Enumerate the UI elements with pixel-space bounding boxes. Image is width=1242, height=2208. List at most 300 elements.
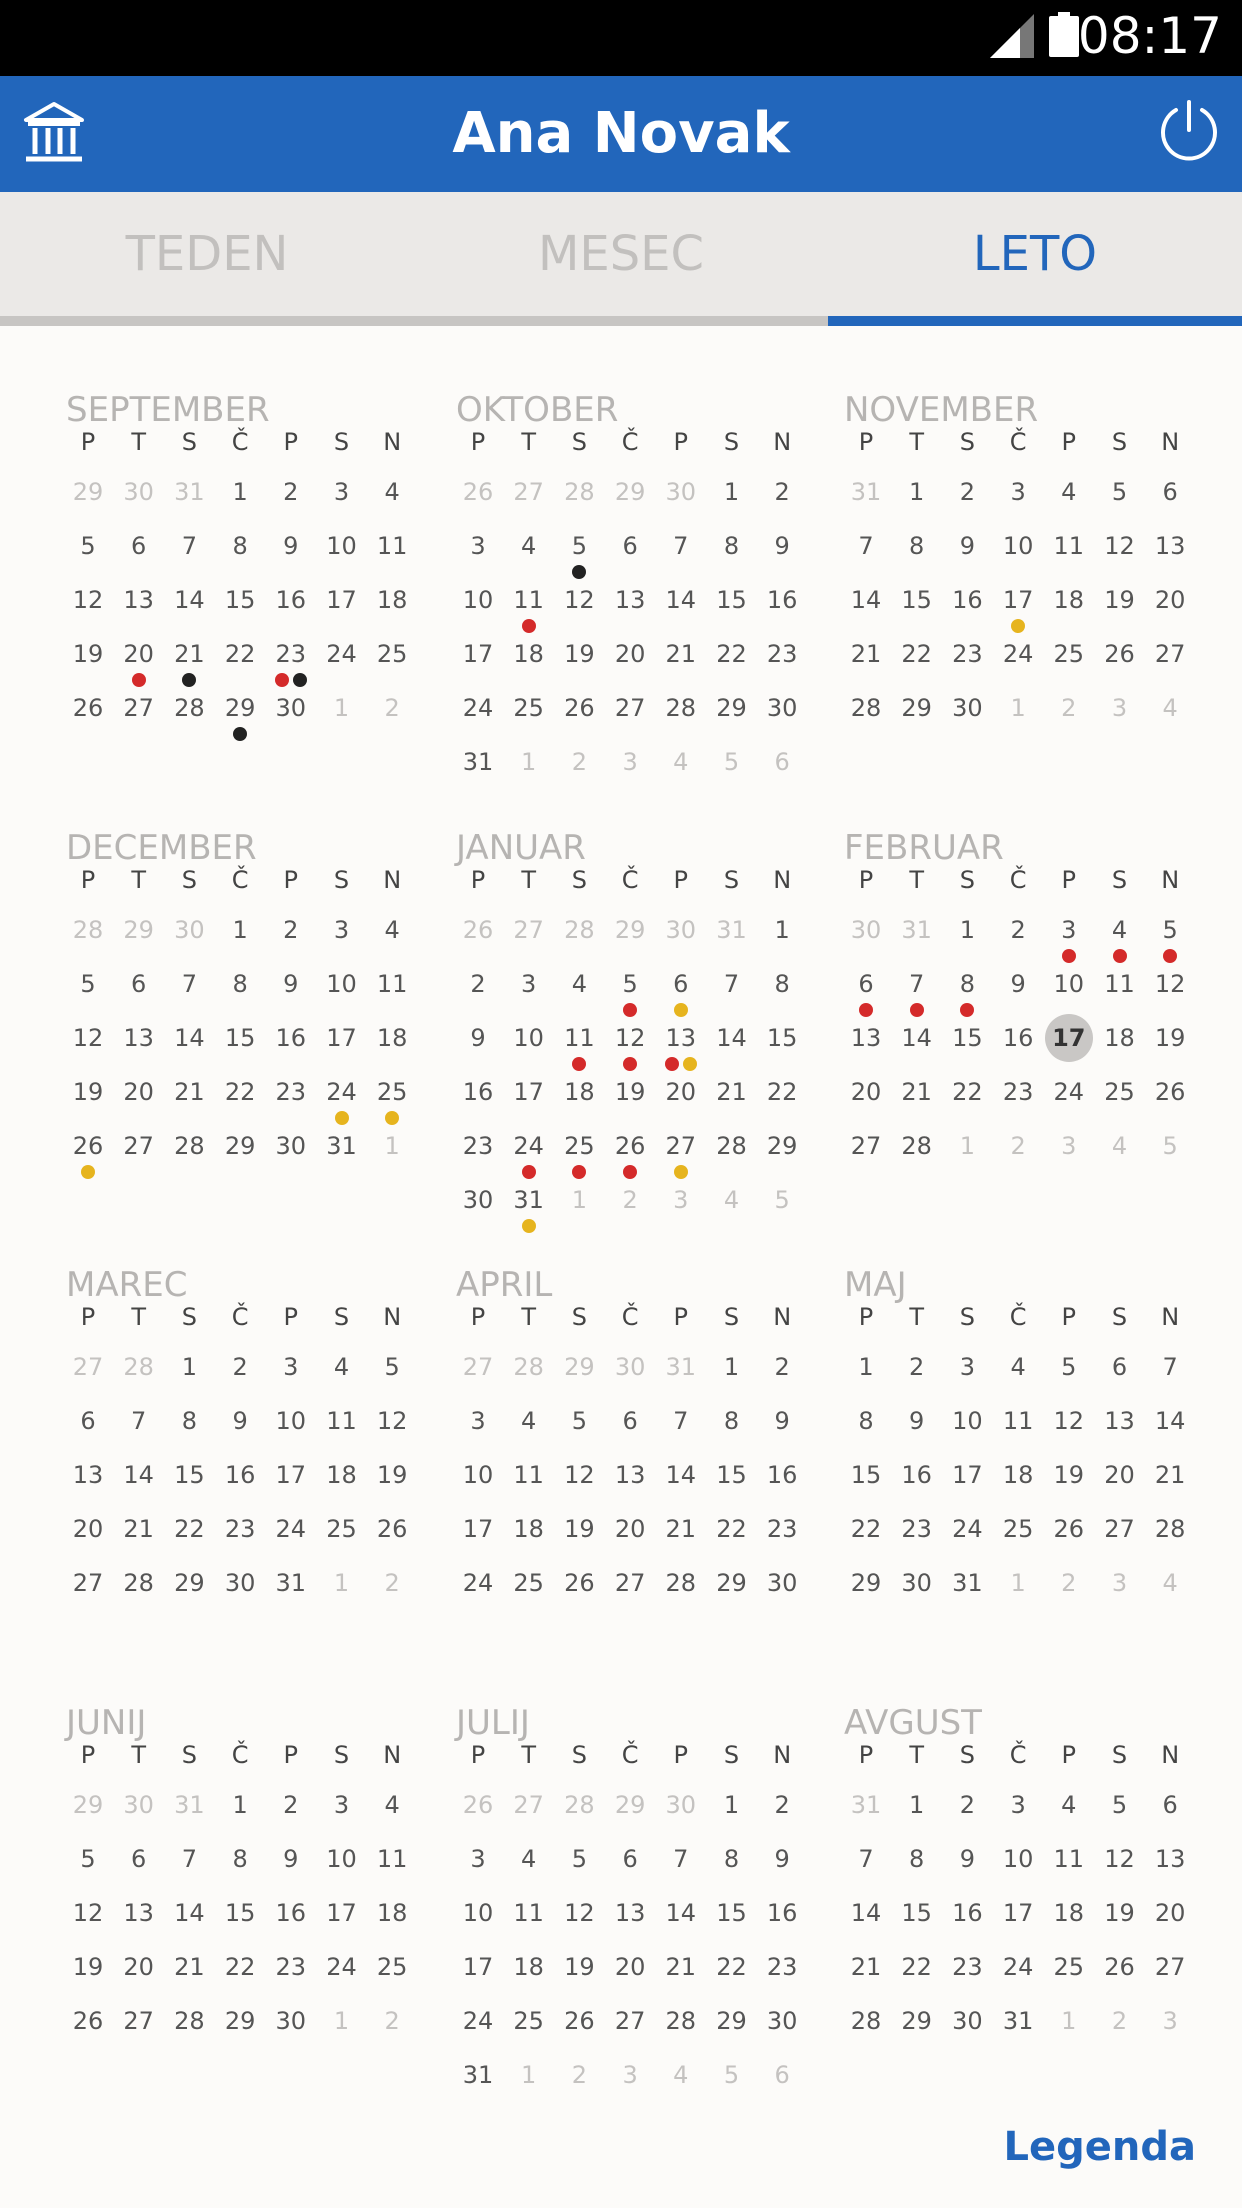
day-cell[interactable]: 12 bbox=[72, 586, 104, 614]
day-cell[interactable]: 7 bbox=[1162, 1353, 1178, 1381]
day-cell[interactable]: 23 bbox=[766, 1953, 798, 1981]
day-cell[interactable]: 26 bbox=[614, 1132, 646, 1160]
day-cell[interactable]: 10 bbox=[1002, 1845, 1034, 1873]
day-cell[interactable]: 21 bbox=[850, 640, 882, 668]
day-cell[interactable]: 29 bbox=[224, 2007, 256, 2035]
day-cell[interactable]: 24 bbox=[462, 2007, 494, 2035]
day-cell[interactable]: 26 bbox=[72, 1132, 104, 1160]
day-cell[interactable]: 13 bbox=[1104, 1407, 1135, 1435]
day-cell[interactable]: 12 bbox=[1104, 1845, 1135, 1873]
day-cell[interactable]: 2 bbox=[1010, 916, 1026, 944]
day-cell[interactable]: 25 bbox=[376, 640, 408, 668]
day-cell[interactable]: 27 bbox=[614, 2007, 646, 2035]
day-cell[interactable]: 5 bbox=[1111, 1791, 1128, 1819]
day-cell[interactable]: 6 bbox=[622, 532, 638, 560]
day-cell[interactable]: 20 bbox=[72, 1515, 104, 1543]
day-cell[interactable]: 8 bbox=[774, 970, 790, 998]
day-cell[interactable]: 17 bbox=[1002, 586, 1034, 614]
day-cell[interactable]: 4 bbox=[571, 970, 588, 998]
day-cell[interactable]: 12 bbox=[72, 1899, 104, 1927]
day-cell[interactable]: 6 bbox=[622, 1407, 638, 1435]
day-cell[interactable]: 27 bbox=[665, 1132, 697, 1160]
day-cell[interactable]: 2 bbox=[774, 1353, 790, 1381]
day-cell[interactable]: 10 bbox=[462, 1899, 494, 1927]
day-cell[interactable]: 13 bbox=[614, 1899, 646, 1927]
day-cell[interactable]: 29 bbox=[716, 694, 747, 722]
day-cell[interactable]: 20 bbox=[614, 1953, 646, 1981]
day-cell[interactable]: 7 bbox=[181, 1845, 198, 1873]
day-cell[interactable]: 19 bbox=[1104, 586, 1135, 614]
day-cell[interactable]: 18 bbox=[513, 1515, 544, 1543]
day-cell[interactable]: 25 bbox=[326, 1515, 357, 1543]
day-cell[interactable]: 1 bbox=[723, 1791, 740, 1819]
day-cell[interactable]: 27 bbox=[614, 1569, 646, 1597]
day-cell[interactable]: 27 bbox=[614, 694, 646, 722]
day-cell[interactable]: 1 bbox=[723, 1353, 740, 1381]
day-cell[interactable]: 26 bbox=[376, 1515, 408, 1543]
day-cell[interactable]: 2 bbox=[283, 916, 299, 944]
day-cell[interactable]: 26 bbox=[72, 2007, 104, 2035]
day-cell[interactable]: 9 bbox=[283, 970, 299, 998]
day-cell[interactable]: 3 bbox=[959, 1353, 976, 1381]
day-cell[interactable]: 3 bbox=[470, 532, 486, 560]
day-cell[interactable]: 3 bbox=[333, 916, 350, 944]
day-cell[interactable]: 19 bbox=[72, 640, 104, 668]
day-cell[interactable]: 28 bbox=[665, 1569, 697, 1597]
day-cell[interactable]: 16 bbox=[901, 1461, 932, 1489]
day-cell[interactable]: 27 bbox=[123, 694, 154, 722]
day-cell[interactable]: 12 bbox=[614, 1024, 646, 1052]
day-cell[interactable]: 20 bbox=[1154, 1899, 1186, 1927]
day-cell[interactable]: 29 bbox=[224, 1132, 256, 1160]
day-cell[interactable]: 8 bbox=[232, 532, 248, 560]
day-cell[interactable]: 26 bbox=[1104, 1953, 1135, 1981]
day-cell[interactable]: 11 bbox=[376, 1845, 408, 1873]
day-cell[interactable]: 15 bbox=[952, 1024, 983, 1052]
day-cell[interactable]: 31 bbox=[462, 2061, 494, 2089]
day-cell[interactable]: 19 bbox=[564, 1953, 595, 1981]
day-cell[interactable]: 13 bbox=[123, 586, 154, 614]
day-cell[interactable]: 6 bbox=[858, 970, 874, 998]
day-cell[interactable]: 1 bbox=[909, 1791, 925, 1819]
day-cell[interactable]: 27 bbox=[1154, 640, 1186, 668]
day-cell[interactable]: 24 bbox=[513, 1132, 544, 1160]
day-cell[interactable]: 11 bbox=[1053, 532, 1085, 560]
day-cell[interactable]: 28 bbox=[850, 2007, 882, 2035]
day-cell[interactable]: 10 bbox=[1053, 970, 1085, 998]
day-cell[interactable]: 9 bbox=[959, 1845, 976, 1873]
day-cell[interactable]: 25 bbox=[376, 1078, 408, 1106]
day-cell[interactable]: 12 bbox=[72, 1024, 104, 1052]
day-cell[interactable]: 31 bbox=[952, 1569, 983, 1597]
day-cell[interactable]: 21 bbox=[716, 1078, 747, 1106]
day-cell[interactable]: 11 bbox=[326, 1407, 357, 1435]
day-cell[interactable]: 17 bbox=[462, 640, 494, 668]
day-cell[interactable]: 18 bbox=[326, 1461, 357, 1489]
day-cell[interactable]: 15 bbox=[716, 1899, 747, 1927]
day-cell[interactable]: 17 bbox=[1002, 1899, 1034, 1927]
day-cell[interactable]: 30 bbox=[766, 1569, 798, 1597]
day-cell[interactable]: 3 bbox=[470, 1845, 486, 1873]
day-cell[interactable]: 24 bbox=[275, 1515, 307, 1543]
day-cell[interactable]: 30 bbox=[766, 694, 798, 722]
day-cell[interactable]: 28 bbox=[174, 694, 205, 722]
day-cell[interactable]: 21 bbox=[665, 1515, 697, 1543]
day-cell[interactable]: 9 bbox=[774, 532, 790, 560]
day-cell[interactable]: 16 bbox=[766, 1899, 798, 1927]
day-cell[interactable]: 27 bbox=[1104, 1515, 1135, 1543]
day-cell[interactable]: 9 bbox=[774, 1845, 790, 1873]
day-cell[interactable]: 22 bbox=[716, 1515, 747, 1543]
day-cell[interactable]: 30 bbox=[275, 1132, 307, 1160]
day-cell[interactable]: 18 bbox=[1053, 586, 1085, 614]
day-cell[interactable]: 3 bbox=[333, 478, 350, 506]
day-cell[interactable]: 19 bbox=[72, 1953, 104, 1981]
day-cell[interactable]: 16 bbox=[275, 1024, 307, 1052]
day-cell[interactable]: 14 bbox=[901, 1024, 932, 1052]
day-cell[interactable]: 13 bbox=[123, 1024, 154, 1052]
day-cell[interactable]: 11 bbox=[376, 970, 408, 998]
day-cell[interactable]: 23 bbox=[275, 1953, 307, 1981]
day-cell[interactable]: 6 bbox=[1162, 478, 1178, 506]
day-cell[interactable]: 23 bbox=[766, 1515, 798, 1543]
day-cell[interactable]: 7 bbox=[673, 1407, 689, 1435]
day-cell[interactable]: 4 bbox=[1010, 1353, 1026, 1381]
day-cell[interactable]: 21 bbox=[665, 1953, 697, 1981]
day-cell[interactable]: 3 bbox=[1010, 1791, 1026, 1819]
day-cell[interactable]: 17 bbox=[326, 1024, 357, 1052]
day-cell[interactable]: 5 bbox=[1061, 1353, 1077, 1381]
day-cell[interactable]: 27 bbox=[123, 2007, 154, 2035]
day-cell[interactable]: 22 bbox=[716, 1953, 747, 1981]
day-cell[interactable]: 1 bbox=[181, 1353, 198, 1381]
day-cell[interactable]: 1 bbox=[232, 1791, 248, 1819]
day-cell[interactable]: 30 bbox=[952, 694, 983, 722]
day-cell[interactable]: 10 bbox=[326, 970, 357, 998]
day-cell[interactable]: 14 bbox=[174, 586, 205, 614]
day-cell[interactable]: 22 bbox=[716, 640, 747, 668]
power-icon[interactable] bbox=[1156, 98, 1222, 164]
day-cell[interactable]: 27 bbox=[72, 1569, 104, 1597]
day-cell[interactable]: 8 bbox=[232, 1845, 248, 1873]
day-cell[interactable]: 10 bbox=[1002, 532, 1034, 560]
day-cell[interactable]: 13 bbox=[1154, 1845, 1186, 1873]
day-cell[interactable]: 18 bbox=[376, 1899, 408, 1927]
day-cell[interactable]: 16 bbox=[275, 586, 307, 614]
day-cell[interactable]: 17 bbox=[326, 1899, 357, 1927]
day-cell[interactable]: 10 bbox=[462, 586, 494, 614]
day-cell[interactable]: 26 bbox=[1053, 1515, 1085, 1543]
day-cell[interactable]: 13 bbox=[614, 586, 646, 614]
day-cell[interactable]: 18 bbox=[1002, 1461, 1034, 1489]
day-cell[interactable]: 21 bbox=[174, 640, 205, 668]
day-cell[interactable]: 26 bbox=[564, 694, 595, 722]
day-cell[interactable]: 25 bbox=[513, 1569, 544, 1597]
day-cell[interactable]: 11 bbox=[1002, 1407, 1034, 1435]
day-cell[interactable]: 16 bbox=[766, 1461, 798, 1489]
day-cell[interactable]: 15 bbox=[716, 586, 747, 614]
day-cell[interactable]: 5 bbox=[80, 532, 96, 560]
day-cell[interactable]: 16 bbox=[952, 1899, 983, 1927]
day-cell[interactable]: 31 bbox=[1002, 2007, 1034, 2035]
day-cell[interactable]: 4 bbox=[521, 1845, 537, 1873]
day-cell[interactable]: 13 bbox=[614, 1461, 646, 1489]
day-cell[interactable]: 23 bbox=[275, 1078, 307, 1106]
day-cell[interactable]: 28 bbox=[123, 1569, 154, 1597]
day-cell[interactable]: 6 bbox=[622, 1845, 638, 1873]
day-cell[interactable]: 15 bbox=[224, 586, 256, 614]
day-cell[interactable]: 6 bbox=[1162, 1791, 1178, 1819]
day-cell[interactable]: 15 bbox=[224, 1899, 256, 1927]
day-cell[interactable]: 20 bbox=[123, 1078, 154, 1106]
day-cell[interactable]: 5 bbox=[1111, 478, 1128, 506]
day-cell[interactable]: 20 bbox=[123, 640, 154, 668]
day-cell[interactable]: 31 bbox=[513, 1186, 544, 1214]
day-cell[interactable]: 21 bbox=[123, 1515, 154, 1543]
day-cell[interactable]: 23 bbox=[952, 640, 983, 668]
day-cell[interactable]: 27 bbox=[1154, 1953, 1186, 1981]
day-cell[interactable]: 23 bbox=[901, 1515, 932, 1543]
day-cell[interactable]: 29 bbox=[716, 2007, 747, 2035]
day-cell[interactable]: 18 bbox=[376, 1024, 408, 1052]
day-cell[interactable]: 6 bbox=[80, 1407, 96, 1435]
day-cell[interactable]: 22 bbox=[901, 640, 932, 668]
day-cell[interactable]: 6 bbox=[131, 1845, 147, 1873]
day-cell[interactable]: 15 bbox=[174, 1461, 205, 1489]
day-cell[interactable]: 18 bbox=[1053, 1899, 1085, 1927]
day-cell[interactable]: 3 bbox=[333, 1791, 350, 1819]
day-cell[interactable]: 2 bbox=[283, 478, 299, 506]
day-cell[interactable]: 23 bbox=[462, 1132, 494, 1160]
day-cell[interactable]: 22 bbox=[901, 1953, 932, 1981]
day-cell[interactable]: 15 bbox=[901, 586, 932, 614]
day-cell[interactable]: 9 bbox=[1010, 970, 1026, 998]
day-cell[interactable]: 26 bbox=[564, 1569, 595, 1597]
day-cell[interactable]: 11 bbox=[1053, 1845, 1085, 1873]
day-cell[interactable]: 11 bbox=[376, 532, 408, 560]
day-cell[interactable]: 6 bbox=[131, 970, 147, 998]
day-cell[interactable]: 21 bbox=[901, 1078, 932, 1106]
day-cell[interactable]: 17 bbox=[462, 1953, 494, 1981]
day-cell[interactable]: 16 bbox=[766, 586, 798, 614]
day-cell[interactable]: 2 bbox=[774, 1791, 790, 1819]
day-cell[interactable]: 10 bbox=[952, 1407, 983, 1435]
tab-month[interactable]: MESEC bbox=[537, 226, 705, 282]
day-cell[interactable]: 2 bbox=[959, 1791, 976, 1819]
day-cell[interactable]: 23 bbox=[224, 1515, 256, 1543]
day-cell[interactable]: 4 bbox=[333, 1353, 350, 1381]
day-cell[interactable]: 30 bbox=[275, 694, 307, 722]
day-cell[interactable]: 22 bbox=[952, 1078, 983, 1106]
day-cell[interactable]: 21 bbox=[174, 1078, 205, 1106]
day-cell[interactable]: 30 bbox=[901, 1569, 932, 1597]
day-cell[interactable]: 18 bbox=[564, 1078, 595, 1106]
day-cell[interactable]: 1 bbox=[232, 478, 248, 506]
day-cell[interactable]: 19 bbox=[614, 1078, 646, 1106]
day-cell[interactable]: 28 bbox=[716, 1132, 747, 1160]
day-cell[interactable]: 8 bbox=[723, 532, 740, 560]
day-cell[interactable]: 12 bbox=[564, 1899, 595, 1927]
day-cell[interactable]: 7 bbox=[858, 1845, 874, 1873]
day-cell[interactable]: 9 bbox=[283, 532, 299, 560]
day-cell[interactable]: 21 bbox=[174, 1953, 205, 1981]
day-cell[interactable]: 14 bbox=[174, 1899, 205, 1927]
day-cell[interactable]: 7 bbox=[673, 1845, 689, 1873]
day-cell[interactable]: 26 bbox=[564, 2007, 595, 2035]
day-cell[interactable]: 17 bbox=[275, 1461, 307, 1489]
day-cell[interactable]: 8 bbox=[858, 1407, 874, 1435]
day-cell[interactable]: 14 bbox=[716, 1024, 747, 1052]
day-cell[interactable]: 15 bbox=[850, 1461, 882, 1489]
day-cell[interactable]: 17 bbox=[952, 1461, 983, 1489]
day-cell[interactable]: 18 bbox=[513, 640, 544, 668]
day-cell[interactable]: 14 bbox=[174, 1024, 205, 1052]
day-cell[interactable]: 13 bbox=[1154, 532, 1186, 560]
day-cell[interactable]: 24 bbox=[1002, 640, 1034, 668]
day-cell[interactable]: 2 bbox=[959, 478, 976, 506]
day-cell[interactable]: 2 bbox=[909, 1353, 925, 1381]
day-cell[interactable]: 7 bbox=[858, 532, 874, 560]
day-cell[interactable]: 18 bbox=[376, 586, 408, 614]
day-cell[interactable]: 11 bbox=[513, 1461, 544, 1489]
day-cell[interactable]: 10 bbox=[275, 1407, 307, 1435]
day-cell[interactable]: 12 bbox=[564, 1461, 595, 1489]
day-cell[interactable]: 25 bbox=[1002, 1515, 1034, 1543]
day-cell[interactable]: 8 bbox=[181, 1407, 198, 1435]
day-cell[interactable]: 6 bbox=[673, 970, 689, 998]
day-cell[interactable]: 29 bbox=[901, 2007, 932, 2035]
day-cell[interactable]: 7 bbox=[723, 970, 740, 998]
day-cell[interactable]: 25 bbox=[564, 1132, 595, 1160]
day-cell[interactable]: 29 bbox=[901, 694, 932, 722]
day-cell[interactable]: 20 bbox=[123, 1953, 154, 1981]
day-cell[interactable]: 25 bbox=[376, 1953, 408, 1981]
day-cell[interactable]: 28 bbox=[850, 694, 882, 722]
day-cell[interactable]: 16 bbox=[462, 1078, 494, 1106]
day-cell[interactable]: 23 bbox=[275, 640, 307, 668]
day-cell[interactable]: 22 bbox=[850, 1515, 882, 1543]
day-cell[interactable]: 7 bbox=[131, 1407, 147, 1435]
day-cell[interactable]: 12 bbox=[1053, 1407, 1085, 1435]
day-cell[interactable]: 9 bbox=[232, 1407, 248, 1435]
day-cell[interactable]: 21 bbox=[665, 640, 697, 668]
day-cell[interactable]: 7 bbox=[181, 970, 198, 998]
day-cell[interactable]: 1 bbox=[723, 478, 740, 506]
day-cell[interactable]: 25 bbox=[1053, 640, 1085, 668]
day-cell[interactable]: 2 bbox=[774, 478, 790, 506]
day-cell[interactable]: 3 bbox=[1010, 478, 1026, 506]
day-cell[interactable]: 17 bbox=[326, 586, 357, 614]
day-cell[interactable]: 30 bbox=[766, 2007, 798, 2035]
day-cell[interactable]: 30 bbox=[224, 1569, 256, 1597]
day-cell[interactable]: 27 bbox=[850, 1132, 882, 1160]
day-cell[interactable]: 19 bbox=[1104, 1899, 1135, 1927]
day-cell[interactable]: 30 bbox=[275, 2007, 307, 2035]
day-cell[interactable]: 11 bbox=[513, 586, 544, 614]
day-cell[interactable]: 15 bbox=[766, 1024, 798, 1052]
day-cell[interactable]: 18 bbox=[1104, 1024, 1135, 1052]
day-cell[interactable]: 20 bbox=[614, 1515, 646, 1543]
day-cell[interactable]: 14 bbox=[850, 586, 882, 614]
day-cell[interactable]: 19 bbox=[72, 1078, 104, 1106]
day-cell[interactable]: 5 bbox=[384, 1353, 400, 1381]
day-cell[interactable]: 28 bbox=[174, 2007, 205, 2035]
day-cell[interactable]: 10 bbox=[326, 1845, 357, 1873]
day-cell[interactable]: 3 bbox=[470, 1407, 486, 1435]
tab-week[interactable]: TEDEN bbox=[125, 226, 289, 282]
day-cell[interactable]: 25 bbox=[513, 694, 544, 722]
day-cell[interactable]: 23 bbox=[952, 1953, 983, 1981]
day-cell[interactable]: 17 bbox=[513, 1078, 544, 1106]
day-cell[interactable]: 20 bbox=[665, 1078, 697, 1106]
day-cell[interactable]: 14 bbox=[665, 586, 697, 614]
day-cell[interactable]: 22 bbox=[766, 1078, 798, 1106]
day-cell[interactable]: 13 bbox=[850, 1024, 882, 1052]
day-cell[interactable]: 20 bbox=[850, 1078, 882, 1106]
day-cell[interactable]: 31 bbox=[275, 1569, 307, 1597]
day-cell[interactable]: 20 bbox=[614, 640, 646, 668]
day-cell[interactable]: 15 bbox=[716, 1461, 747, 1489]
day-cell[interactable]: 2 bbox=[470, 970, 486, 998]
day-cell[interactable]: 17 bbox=[462, 1515, 494, 1543]
day-cell[interactable]: 25 bbox=[513, 2007, 544, 2035]
day-cell[interactable]: 29 bbox=[716, 1569, 747, 1597]
day-cell[interactable]: 4 bbox=[1061, 478, 1077, 506]
day-cell[interactable]: 16 bbox=[1002, 1024, 1034, 1052]
day-cell[interactable]: 25 bbox=[1104, 1078, 1135, 1106]
day-cell[interactable]: 9 bbox=[283, 1845, 299, 1873]
day-cell[interactable]: 29 bbox=[850, 1569, 882, 1597]
day-cell[interactable]: 9 bbox=[959, 532, 976, 560]
day-cell[interactable]: 24 bbox=[1053, 1078, 1085, 1106]
day-cell[interactable]: 31 bbox=[462, 748, 494, 776]
day-cell[interactable]: 7 bbox=[673, 532, 689, 560]
day-cell[interactable]: 19 bbox=[1053, 1461, 1085, 1489]
day-cell[interactable]: 12 bbox=[1154, 970, 1186, 998]
day-cell[interactable]: 14 bbox=[850, 1899, 882, 1927]
day-cell[interactable]: 29 bbox=[174, 1569, 205, 1597]
day-cell[interactable]: 5 bbox=[571, 1845, 588, 1873]
day-cell[interactable]: 14 bbox=[665, 1461, 697, 1489]
day-cell[interactable]: 5 bbox=[571, 1407, 588, 1435]
day-cell[interactable]: 12 bbox=[564, 586, 595, 614]
day-cell[interactable]: 23 bbox=[1002, 1078, 1034, 1106]
day-cell[interactable]: 14 bbox=[1154, 1407, 1186, 1435]
day-cell[interactable]: 1 bbox=[232, 916, 248, 944]
day-cell[interactable]: 24 bbox=[462, 1569, 494, 1597]
day-cell[interactable]: 28 bbox=[665, 694, 697, 722]
day-cell[interactable]: 29 bbox=[224, 694, 256, 722]
day-cell[interactable]: 26 bbox=[72, 694, 104, 722]
day-cell[interactable]: 7 bbox=[909, 970, 925, 998]
day-cell[interactable]: 27 bbox=[123, 1132, 154, 1160]
day-cell[interactable]: 1 bbox=[959, 916, 976, 944]
day-cell[interactable]: 11 bbox=[513, 1899, 544, 1927]
tab-year[interactable]: LETO bbox=[972, 226, 1098, 282]
day-cell[interactable]: 8 bbox=[909, 532, 925, 560]
day-cell[interactable]: 7 bbox=[181, 532, 198, 560]
day-cell[interactable]: 24 bbox=[952, 1515, 983, 1543]
day-cell[interactable]: 24 bbox=[326, 640, 357, 668]
day-cell[interactable]: 13 bbox=[665, 1024, 697, 1052]
day-cell[interactable]: 23 bbox=[766, 640, 798, 668]
day-cell[interactable]: 20 bbox=[1154, 586, 1186, 614]
day-cell[interactable]: 28 bbox=[901, 1132, 932, 1160]
day-cell[interactable]: 1 bbox=[909, 478, 925, 506]
day-cell[interactable]: 22 bbox=[174, 1515, 205, 1543]
day-cell[interactable]: 11 bbox=[564, 1024, 595, 1052]
day-cell[interactable]: 28 bbox=[665, 2007, 697, 2035]
